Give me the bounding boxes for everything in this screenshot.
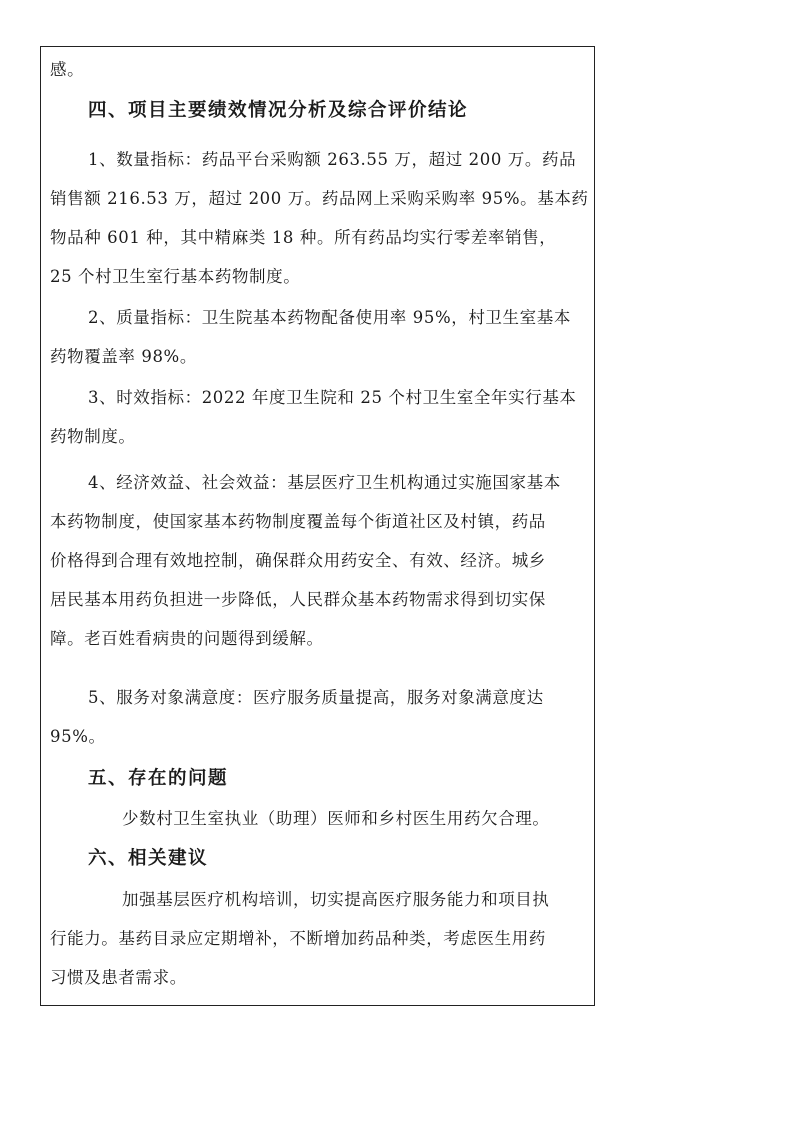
- text-line: 价格得到合理有效地控制，确保群众用药安全、有效、经济。城乡: [50, 551, 546, 570]
- paragraph-quantity-indicator: [50, 150, 589, 287]
- text-line: 物品种 601 种，其中精麻类 18 种。所有药品均实行零差率销售，: [50, 228, 557, 247]
- text-line: 2、质量指标：卫生院基本药物配备使用率 95%，村卫生室基本: [88, 308, 571, 327]
- text-line: 25 个村卫生室行基本药物制度。: [50, 267, 301, 286]
- section-heading-6: 六、相关建议: [88, 848, 209, 869]
- text-line: 药物制度。: [50, 427, 136, 446]
- text-line: 3、时效指标：2022 年度卫生院和 25 个村卫生室全年实行基本: [88, 388, 577, 407]
- text-line: 95%。: [50, 727, 106, 746]
- text-line: 习惯及患者需求。: [50, 968, 187, 987]
- text-line: 4、经济效益、社会效益：基层医疗卫生机构通过实施国家基本: [88, 473, 561, 492]
- paragraph-quality-indicator: [50, 308, 571, 367]
- text-line: 1、数量指标：药品平台采购额 263.55 万，超过 200 万。药品: [88, 150, 577, 169]
- text-line: 居民基本用药负担进一步降低，人民群众基本药物需求得到切实保: [50, 590, 546, 609]
- text-line: 感。: [50, 60, 85, 79]
- text-line: 少数村卫生室执业（助理）医师和乡村医生用药欠合理。: [122, 809, 550, 828]
- section-heading-4: 四、项目主要绩效情况分析及综合评价结论: [88, 100, 469, 121]
- text-line: 加强基层医疗机构培训，切实提高医疗服务能力和项目执: [122, 890, 550, 909]
- paragraph-timeliness-indicator: [50, 388, 577, 447]
- paragraph-economic-social-benefit: [50, 473, 561, 649]
- section-heading-5: 五、存在的问题: [88, 768, 229, 789]
- text-line: 销售额 216.53 万，超过 200 万。药品网上采购采购率 95%。基本药: [50, 189, 589, 208]
- text-line: 行能力。基药目录应定期增补，不断增加药品种类，考虑医生用药: [50, 929, 546, 948]
- text-line: 障。老百姓看病贵的问题得到缓解。: [50, 629, 324, 648]
- paragraph-suggestions: [50, 890, 550, 988]
- text-line: 本药物制度，使国家基本药物制度覆盖每个街道社区及村镇，药品: [50, 512, 546, 531]
- paragraph-satisfaction: [50, 688, 544, 747]
- text-line: 药物覆盖率 98%。: [50, 347, 197, 366]
- text-line: 5、服务对象满意度：医疗服务质量提高，服务对象满意度达: [88, 688, 544, 707]
